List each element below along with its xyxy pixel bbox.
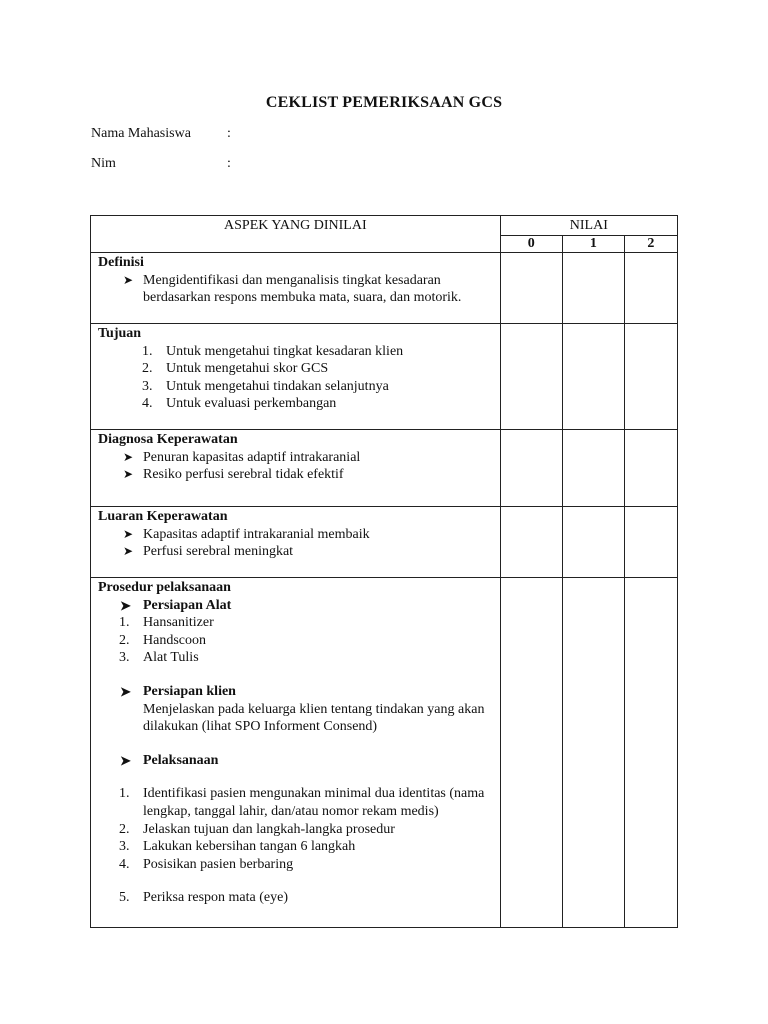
header-nilai: NILAI xyxy=(500,216,677,236)
persiapan-klien-text: Menjelaskan pada keluarga klien tentang tindakan yang akan dilakukan (lihat SPO Informent Consend) xyxy=(143,701,485,735)
list-item: ➤ Penuran kapasitas adaptif intrakaranial xyxy=(123,449,361,465)
list-item: 3. Alat Tulis xyxy=(119,650,199,666)
list-item: 5. Periksa respon mata (eye) xyxy=(119,890,288,906)
arrow-bullet-icon: ➤ xyxy=(123,467,134,482)
subhead-persiapan-alat: ➤ Persiapan Alat xyxy=(120,597,232,613)
list-item: ➤ Resiko perfusi serebral tidak efektif xyxy=(123,467,344,483)
arrow-bullet-icon: ➤ xyxy=(123,526,134,541)
score-header-0: 0 xyxy=(500,236,562,253)
colon: : xyxy=(227,156,231,171)
score-cell-1[interactable] xyxy=(562,430,624,507)
row-diagnosa xyxy=(91,430,678,507)
row-tujuan xyxy=(91,324,678,430)
score-cell-0[interactable] xyxy=(500,507,562,578)
list-item: 1. Untuk mengetahui tingkat kesadaran klien xyxy=(142,343,404,359)
score-cell-0[interactable] xyxy=(500,430,562,507)
nim-field xyxy=(91,156,231,172)
section-head-luaran: Luaran Keperawatan xyxy=(98,509,228,524)
score-cell-2[interactable] xyxy=(624,578,677,928)
header-aspek: ASPEK YANG DINILAI xyxy=(91,216,501,253)
score-header-2: 2 xyxy=(624,236,677,253)
score-cell-1[interactable] xyxy=(562,507,624,578)
list-item: 1. Hansanitizer xyxy=(119,615,214,631)
list-item: 2. Untuk mengetahui skor GCS xyxy=(142,361,329,377)
list-item: 2. Handscoon xyxy=(119,632,206,648)
score-cell-0[interactable] xyxy=(500,578,562,928)
nim-label: Nim xyxy=(91,156,116,171)
list-item: 1. Identifikasi pasien mengunakan minimal dua identitas (nama lengkap, tanggal lahir, dan/atau nomor rekam medis) xyxy=(119,786,485,819)
row-definisi xyxy=(91,253,678,324)
score-cell-2[interactable] xyxy=(624,507,677,578)
score-cell-0[interactable] xyxy=(500,253,562,324)
row-luaran xyxy=(91,507,678,578)
score-cell-1[interactable] xyxy=(562,324,624,430)
colon: : xyxy=(227,126,231,141)
list-item: ➤ Perfusi serebral meningkat xyxy=(123,544,294,560)
score-cell-0[interactable] xyxy=(500,324,562,430)
section-head-definisi: Definisi xyxy=(98,255,144,270)
arrow-bullet-icon: ➤ xyxy=(120,597,131,613)
score-cell-1[interactable] xyxy=(562,253,624,324)
list-item: 4. Posisikan pasien berbaring xyxy=(119,856,294,872)
list-item: ➤ Mengidentifikasi dan menganalisis tingkat kesadaran berdasarkan respons membuka mata, suara, dan motorik. xyxy=(123,272,462,306)
score-cell-2[interactable] xyxy=(624,253,677,324)
arrow-bullet-icon: ➤ xyxy=(123,272,134,287)
list-item: 3. Untuk mengetahui tindakan selanjutnya xyxy=(142,378,389,394)
list-item: 4. Untuk evaluasi perkembangan xyxy=(142,396,337,412)
section-head-prosedur: Prosedur pelaksanaan xyxy=(98,580,231,595)
checklist-table xyxy=(90,215,678,928)
score-cell-2[interactable] xyxy=(624,430,677,507)
section-head-diagnosa: Diagnosa Keperawatan xyxy=(98,432,238,447)
nama-mahasiswa-label: Nama Mahasiswa xyxy=(91,126,191,141)
arrow-bullet-icon: ➤ xyxy=(123,449,134,464)
page-title: CEKLIST PEMERIKSAAN GCS xyxy=(265,94,503,111)
list-item: 3. Lakukan kebersihan tangan 6 langkah xyxy=(119,839,356,855)
arrow-bullet-icon: ➤ xyxy=(120,752,131,768)
score-header-1: 1 xyxy=(562,236,624,253)
nama-mahasiswa-field xyxy=(91,126,231,142)
subhead-persiapan-klien: ➤ Persiapan klien xyxy=(120,683,236,699)
row-prosedur xyxy=(91,578,678,928)
score-cell-2[interactable] xyxy=(624,324,677,430)
list-item: ➤ Kapasitas adaptif intrakaranial membaik xyxy=(123,526,370,542)
score-cell-1[interactable] xyxy=(562,578,624,928)
section-head-tujuan: Tujuan xyxy=(98,326,142,341)
subhead-pelaksanaan: ➤ Pelaksanaan xyxy=(120,752,219,768)
list-item: 2. Jelaskan tujuan dan langkah-langka prosedur xyxy=(119,821,395,837)
arrow-bullet-icon: ➤ xyxy=(123,544,134,559)
arrow-bullet-icon: ➤ xyxy=(120,683,131,699)
